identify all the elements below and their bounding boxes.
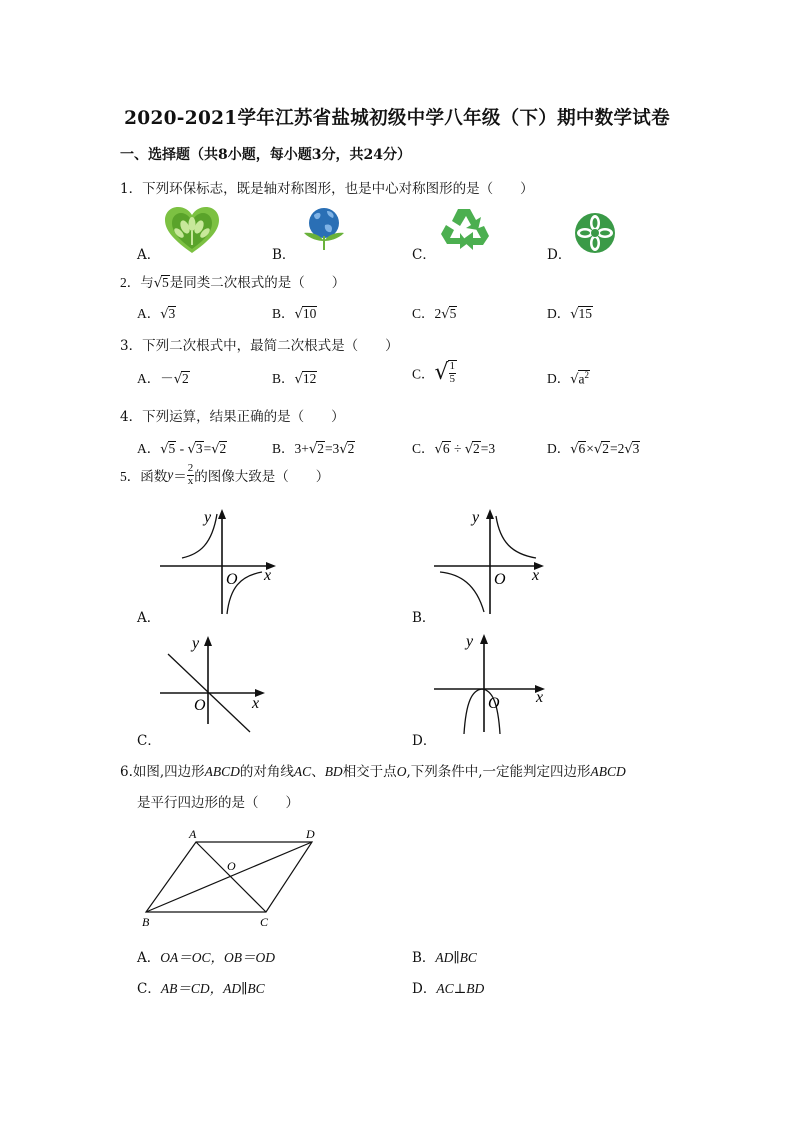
q5-c-origin: O <box>194 697 206 714</box>
q5-c-axis-y: y <box>192 635 200 652</box>
q3-d-base: a <box>578 371 585 386</box>
recycle-icon <box>440 206 490 252</box>
heart-leaves-logo <box>163 205 221 255</box>
q4-option-a: A．√5 - √3=√2 <box>137 441 227 457</box>
q5-stem-text-1: 5．函数 <box>120 469 168 485</box>
q4-option-b: B．3+√2=3√2 <box>272 441 355 457</box>
q2-c-radicand: 5 <box>449 306 457 321</box>
q4-option-d: D．√6×√2=2√3 <box>547 441 640 457</box>
q1-label-d: D． <box>547 247 572 263</box>
q4-option-c: C．√6 ÷ √2=3 <box>412 441 496 457</box>
q6-option-d <box>412 977 484 997</box>
q5-a-origin: O <box>226 571 238 588</box>
q5-c-axis-x: x <box>252 695 260 712</box>
q5-label-c: C． <box>137 733 161 749</box>
q5-label-a: A． <box>137 610 161 626</box>
q2-a-radicand: 3 <box>168 306 176 321</box>
q6-o: O <box>396 764 407 779</box>
vertex-d-label: D <box>306 827 315 841</box>
q6-label-c: C． <box>137 981 161 997</box>
q3-b-radicand: 12 <box>302 371 317 386</box>
q2-stem-text-1: 2．与 <box>120 275 154 290</box>
q2-b-radicand: 10 <box>302 306 317 321</box>
vertex-b-label: B <box>142 915 150 929</box>
q5-graph-b <box>432 508 552 616</box>
q4-d-r3: 3 <box>632 441 640 456</box>
q6-abcd-2: ABCD <box>590 764 626 779</box>
q6-b-text: AD∥BC <box>435 950 477 965</box>
q5-label-d: D． <box>412 733 437 749</box>
q2-label-c: C． <box>412 306 435 321</box>
q2-label-a: A． <box>137 306 161 321</box>
four-leaf-logo <box>574 212 616 254</box>
q5-graph-a <box>160 508 280 616</box>
q3-c-denominator: 5 <box>449 372 456 385</box>
sqrt-symbol: √ <box>153 276 163 291</box>
q4-a-r1: 5 <box>168 441 176 456</box>
q5-stem-text-2: 的图像大致是（ ） <box>194 469 330 485</box>
q3-option-c: C．√ $\frac{1}{5}$ <box>412 360 456 386</box>
q3-d-exponent: 2 <box>584 369 590 380</box>
question-6-stem-line2: 是平行四边形的是（ ） <box>137 795 299 811</box>
q3-label-a: A． <box>137 371 161 386</box>
q4-a-r3: 2 <box>219 441 227 456</box>
q5-a-axis-x: x <box>264 567 272 584</box>
q3-a-sign: － <box>160 371 174 386</box>
q3-label-b: B． <box>272 371 295 386</box>
q3-label-c: C． <box>412 366 435 382</box>
q5-graph-c <box>160 634 270 724</box>
section-heading: 一、选择题（共8小题，每小题3分，共24分） <box>120 147 411 163</box>
center-o-label: O <box>227 859 236 873</box>
q3-option-d: D．$√a^2$ <box>547 369 590 387</box>
q5-d-axis-y: y <box>466 633 474 650</box>
q2-stem-radicand: 5 <box>162 275 169 290</box>
q3-c-fraction-wrap <box>448 360 458 385</box>
q4-d-op: × <box>586 441 594 456</box>
q5-d-axis-x: x <box>536 689 544 706</box>
q6-text-4: ,下列条件中,一定能判定四边形 <box>406 764 591 780</box>
q6-a-text: OA＝OC，OB＝OD <box>160 950 275 965</box>
question-3-stem: 3．下列二次根式中，最简二次根式是（ ） <box>120 338 399 354</box>
q6-abcd-1: ABCD <box>204 764 240 779</box>
q6-option-a <box>137 946 275 966</box>
q5-b-axis-x: x <box>532 567 540 584</box>
q2-option-a: A．√3 <box>137 306 176 322</box>
q3-option-b: B．√12 <box>272 371 317 387</box>
q5-b-origin: O <box>494 571 506 588</box>
q2-option-d: D．√15 <box>547 306 593 322</box>
q4-label-d: D． <box>547 441 571 456</box>
q4-c-result: =3 <box>480 441 496 456</box>
q4-c-r2: 2 <box>473 441 480 456</box>
q6-label-a: A． <box>137 950 161 966</box>
q5-function-y: y <box>167 467 174 483</box>
q2-label-d: D． <box>547 306 571 321</box>
q2-label-b: B． <box>272 306 295 321</box>
question-1-stem: 1．下列环保标志，既是轴对称图形，也是中心对称图形的是（ ） <box>120 181 534 197</box>
vertex-c-label: C <box>260 915 269 929</box>
q6-bd: BD <box>324 764 343 779</box>
q4-d-r2: 2 <box>602 441 609 456</box>
q5-b-axis-y: y <box>472 509 480 526</box>
exam-title: 2020-2021学年江苏省盐城初级中学八年级（下）期中数学试卷 <box>124 108 670 129</box>
q1-label-a: A． <box>137 247 161 263</box>
q2-stem-text-2: 是同类二次根式的是（ ） <box>169 275 346 290</box>
q4-label-c: C． <box>412 441 435 456</box>
question-4-stem: 4．下列运算，结果正确的是（ ） <box>120 409 345 425</box>
q5-equals: ＝ <box>173 469 187 485</box>
q2-c-coefficient: 2 <box>434 306 442 321</box>
q6-ac: AC <box>293 764 312 779</box>
q3-d-radicand <box>578 370 591 387</box>
q6-option-c <box>137 977 265 997</box>
q6-label-b: B． <box>412 950 436 966</box>
q2-option-c: C．2√5 <box>412 306 457 322</box>
q3-label-d: D． <box>547 371 571 386</box>
q3-c-fraction <box>449 361 457 385</box>
q6-text-2: 的对角线 <box>239 764 294 780</box>
q4-b-r2: 2 <box>347 441 355 456</box>
q6-d-text: AC⊥BD <box>436 981 485 996</box>
q4-label-b: B． <box>272 441 295 456</box>
q3-a-radicand: 2 <box>182 371 189 386</box>
q4-c-op: ÷ <box>450 441 465 456</box>
question-6-stem-line1 <box>120 760 626 780</box>
q5-graph-d <box>432 632 552 732</box>
q4-d-result: =2 <box>609 441 625 456</box>
q6-sep: 、 <box>311 764 325 780</box>
q6-option-b <box>412 946 477 966</box>
q2-d-radicand: 15 <box>578 306 593 321</box>
q6-text-3: 相交于点 <box>342 764 397 780</box>
q3-c-numerator: 1 <box>449 360 456 372</box>
q2-option-b: B．√10 <box>272 306 317 322</box>
q5-d-origin: O <box>488 695 500 712</box>
q1-label-b: B． <box>272 247 296 263</box>
q4-label-a: A． <box>137 441 161 456</box>
globe-leaves-logo <box>300 205 348 253</box>
q6-c-text: AB＝CD，AD∥BC <box>160 981 265 996</box>
q4-d-r1: 6 <box>578 441 586 456</box>
q4-b-r1: 2 <box>317 441 324 456</box>
q6-label-d: D． <box>412 981 437 997</box>
q4-a-op1: - <box>176 441 188 456</box>
q3-option-a: A．－√2 <box>137 371 189 387</box>
q4-a-r2: 3 <box>195 441 203 456</box>
q5-numerator: 2 <box>187 462 194 474</box>
q4-b-op: =3 <box>324 441 340 456</box>
q4-b-pre: 3+ <box>294 441 309 456</box>
q4-c-r1: 6 <box>442 441 450 456</box>
question-2-stem <box>120 271 345 291</box>
q5-label-b: B． <box>412 610 436 626</box>
q5-a-axis-y: y <box>204 509 212 526</box>
q1-label-c: C． <box>412 247 436 263</box>
q5-denominator: x <box>187 474 194 487</box>
vertex-a-label: A <box>189 827 197 841</box>
question-5-stem <box>120 463 329 487</box>
parallelogram-figure <box>140 822 330 932</box>
q6-text-1: 6.如图,四边形 <box>120 764 205 780</box>
q4-a-op2: = <box>203 441 212 456</box>
